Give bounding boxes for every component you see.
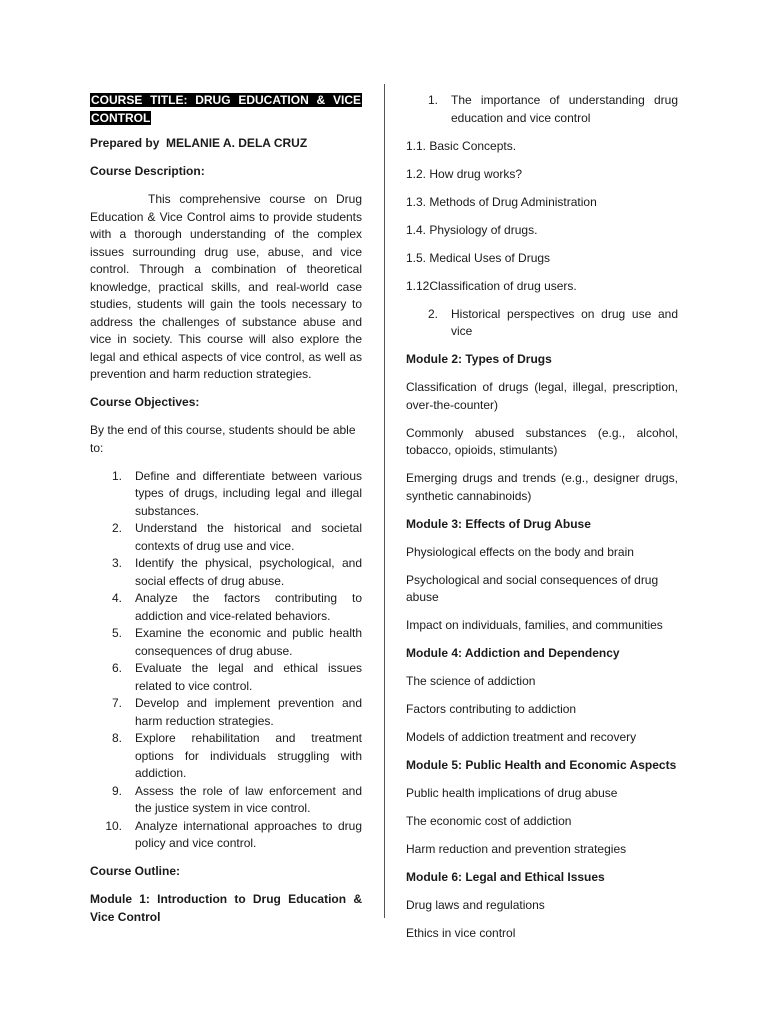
objective-number: 10. bbox=[105, 818, 122, 833]
outline-item-number: 1. bbox=[427, 93, 438, 107]
module5-heading: Module 5: Public Health and Economic Aspects bbox=[406, 758, 677, 772]
subtopic-1-1: 1.1. Basic Concepts. bbox=[406, 138, 517, 153]
module1-heading: Module 1: Introduction to Drug Education & Vice Control bbox=[90, 892, 362, 924]
author-name: MELANIE A. DELA CRUZ bbox=[166, 136, 308, 150]
objective-item bbox=[90, 660, 362, 695]
module2-item: Emerging drugs and trends (e.g., designer drugs, synthetic cannabinoids) bbox=[406, 471, 678, 503]
module4-heading: Module 4: Addiction and Dependency bbox=[406, 646, 620, 660]
objective-number: 2. bbox=[111, 521, 122, 535]
outline-item-2 bbox=[406, 306, 678, 341]
subtopic-1-5: 1.5. Medical Uses of Drugs bbox=[406, 250, 551, 265]
module6-heading: Module 6: Legal and Ethical Issues bbox=[406, 870, 605, 884]
objective-item bbox=[90, 730, 362, 783]
objective-number: 6. bbox=[111, 661, 122, 675]
objective-number: 1. bbox=[111, 468, 122, 483]
subtopic-1-2: 1.2. How drug works? bbox=[406, 166, 523, 181]
objective-number: 9. bbox=[111, 783, 122, 798]
objectives-intro: By the end of this course, students should be able to: bbox=[90, 423, 356, 455]
objective-item bbox=[90, 555, 362, 590]
objective-text: Identify the physical, psychological, and social effects of drug abuse. bbox=[135, 556, 362, 588]
objective-number: 3. bbox=[111, 556, 122, 570]
objective-item bbox=[90, 818, 362, 853]
objective-text: Analyze the factors contributing to addiction and vice-related behaviors. bbox=[135, 591, 362, 623]
course-title-line1: COURSE TITLE: DRUG EDUCATION & VICE bbox=[91, 93, 361, 107]
description-text: This comprehensive course on Drug Education & Vice Control aims to provide students with a thorough understanding of the complex issues surrounding drug use, abuse, and vice control. Through a combination of theoretical knowledge, practical skills, and real-world case studies, students will gain the tools necessary to address the challenges of substance abuse and vice in society. This course will also explore the legal and ethical aspects of vice control, as well as prevention and harm reduction strategies. bbox=[90, 192, 362, 381]
subtopic-1-3: 1.3. Methods of Drug Administration bbox=[406, 194, 597, 209]
objectives-list bbox=[90, 468, 362, 853]
objective-text: Examine the economic and public health consequences of drug abuse. bbox=[135, 626, 362, 658]
outline-item-number: 2. bbox=[427, 306, 438, 321]
right-column bbox=[406, 92, 678, 953]
objective-text: Develop and implement prevention and harm reduction strategies. bbox=[135, 696, 362, 728]
description-heading: Course Description: bbox=[90, 164, 205, 178]
objective-text: Understand the historical and societal contexts of drug use and vice. bbox=[135, 521, 362, 553]
objective-text: Evaluate the legal and ethical issues related to vice control. bbox=[135, 661, 362, 693]
objective-text: Assess the role of law enforcement and the justice system in vice control. bbox=[135, 783, 362, 815]
objectives-heading: Course Objectives: bbox=[90, 395, 200, 409]
module4-item: Factors contributing to addiction bbox=[406, 702, 577, 716]
module3-item: Physiological effects on the body and brain bbox=[406, 544, 634, 559]
objective-text: Explore rehabilitation and treatment options for individuals struggling with addiction. bbox=[135, 731, 362, 780]
prepared-by-label: Prepared by bbox=[90, 136, 160, 150]
left-column bbox=[90, 92, 362, 926]
module2-item: Classification of drugs (legal, illegal, prescription, over-the-counter) bbox=[406, 380, 678, 412]
module6-item: Drug laws and regulations bbox=[406, 898, 545, 912]
subtopic-1-4: 1.4. Physiology of drugs. bbox=[406, 222, 538, 237]
outline-item-text: Historical perspectives on drug use and vice bbox=[451, 306, 678, 338]
outline-item-text: The importance of understanding drug education and vice control bbox=[451, 93, 678, 125]
module3-item: Impact on individuals, families, and communities bbox=[406, 618, 663, 632]
prepared-by bbox=[90, 135, 362, 153]
module4-item: Models of addiction treatment and recovery bbox=[406, 730, 637, 744]
objective-item bbox=[90, 625, 362, 660]
module5-item: The economic cost of addiction bbox=[406, 814, 572, 828]
objective-item bbox=[90, 695, 362, 730]
objective-number: 8. bbox=[111, 731, 122, 745]
objective-number: 7. bbox=[111, 696, 122, 710]
module4-item: The science of addiction bbox=[406, 674, 536, 688]
course-title bbox=[90, 92, 362, 110]
outline-heading: Course Outline: bbox=[90, 864, 181, 878]
objective-item bbox=[90, 590, 362, 625]
objective-text: Analyze international approaches to drug policy and vice control. bbox=[135, 818, 362, 850]
objective-item bbox=[90, 783, 362, 818]
objective-item bbox=[90, 468, 362, 521]
module3-heading: Module 3: Effects of Drug Abuse bbox=[406, 516, 591, 531]
objective-number: 5. bbox=[111, 626, 122, 640]
column-divider bbox=[384, 84, 385, 918]
module6-item: Ethics in vice control bbox=[406, 926, 516, 940]
module5-item: Public health implications of drug abuse bbox=[406, 786, 618, 800]
course-title-line2: CONTROL bbox=[91, 110, 151, 125]
module2-heading: Module 2: Types of Drugs bbox=[406, 352, 552, 366]
module3-item: Psychological and social consequences of drug abuse bbox=[406, 572, 659, 604]
objective-number: 4. bbox=[111, 591, 122, 605]
course-title-continued bbox=[90, 110, 362, 128]
module2-item: Commonly abused substances (e.g., alcohol, tobacco, opioids, stimulants) bbox=[406, 425, 678, 457]
objective-text: Define and differentiate between various types of drugs, including legal and illegal substances. bbox=[135, 468, 362, 518]
subtopic-1-12: 1.12Classification of drug users. bbox=[406, 278, 577, 293]
module5-item: Harm reduction and prevention strategies bbox=[406, 842, 627, 856]
objective-item bbox=[90, 520, 362, 555]
outline-item-1 bbox=[406, 92, 678, 127]
